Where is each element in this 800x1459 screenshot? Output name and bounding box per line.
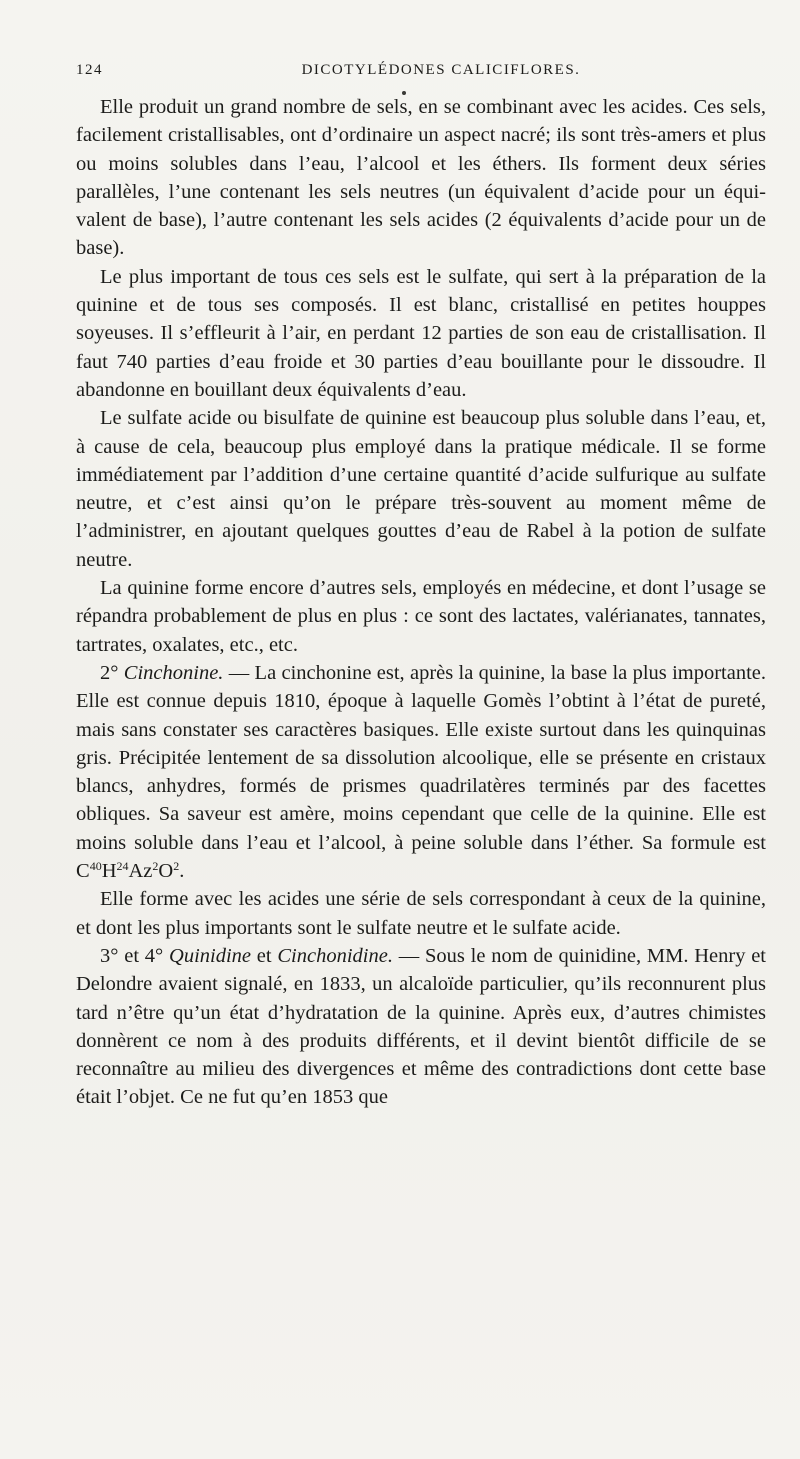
paragraph-cinchonine-salts: Elle forme avec les acides une série de sels correspondant à ceux de la quinine, et dont les plus importants sont le sulfate neutre et le sulfate acide.	[76, 888, 766, 939]
paragraph-cinchonine: 2° Cinchonine. — La cinchonine est, après la quinine, la base la plus importante. Elle est connue depuis 1810, époque à laquelle Gomès l’obtint à l’état de pureté, mais sans constater ses caractères basiques. Elle existe surtout dans les quinquinas gris. Précipitée lentement de sa dissolution alcoolique, elle se présente en cristaux blancs, anhydres, formés de prismes quadrilatères terminés par des facettes obliques. Sa saveur est amère, moins cependant que celle de la quinine. Elle est moins soluble dans l’eau et l’alcool, à peine soluble dans l’éther. Sa formule est $C^{40}H^{24}Az^2O^2$.	[76, 661, 766, 883]
paragraph-quinidine: 3° et 4° Quinidine et Cinchonidine. — Sous le nom de quinidine, MM. Henry et Delondre avaient signalé, en 1833, un alcaloïde particulier, qu’ils reconnurent plus tard n’être qu’un état d’hydratation de la quinine. Après eux, d’autres chimistes donnèrent ce nom à des produits différents, et il devint bientôt difficile de se reconnaître au milieu des divergences et même des contradictions dont cette base était l’objet. Ce ne fut qu’en 1853 que	[76, 944, 767, 1109]
chemical-formula: $C^{40}H^{24}Az^2O^2$.	[76, 859, 185, 883]
paragraph-sulfate: Le plus important de tous ces sels est le sulfate, qui sert à la préparation de la quinine et de tous ses composés. Il est blanc, cristallisé en petites houppes soyeuses. Il s’effleurit à l’air, en perdant 12 parties de son eau de cristallisation. Il faut 740 parties d’eau froide et 30 parties d’eau bouillante pour le dissoudre. Il abandonne en bouillant deux équivalents d’eau.	[76, 265, 766, 401]
body-text	[76, 93, 766, 1112]
section-term-2: Cinchonidine.	[277, 944, 393, 967]
paragraph-bisulfate: Le sulfate acide ou bisulfate de quinine est beaucoup plus soluble dans l’eau, et, à cause de cela, beaucoup plus employé dans la pratique médicale. Il se forme immédiatement par l’addition d’une certaine quantité d’acide sulfurique au sulfate neutre, et c’est ainsi qu’on le prépare très-souvent au moment même de l’administrer, en ajoutant quelques gouttes d’eau de Rabel à la potion de sulfate neutre.	[76, 407, 766, 571]
page-number: 124	[76, 62, 103, 78]
section-term: Quinidine	[169, 944, 252, 967]
running-head	[76, 62, 766, 84]
paragraph-salts: Elle produit un grand nombre de sels, en se combinant avec les acides. Ces sels, facilement cristallisables, ont d’ordinaire un aspect nacré; ils sont très-amers et plus ou moins solubles dans l’eau, l’alcool et les éthers. Ils forment deux séries parallèles, l’une contenant les sels neutres (un équivalent d’acide pour un équivalent de base), l’autre contenant les sels acides (2 équivalents d’acide pour un de base).	[76, 96, 766, 260]
running-title: DICOTYLÉDONES CALICIFLORES.	[301, 62, 581, 78]
paragraph-other-salts: La quinine forme encore d’autres sels, employés en médecine, et dont l’usage se répandra probablement de plus en plus : ce sont des lactates, valérianates, tannates, tartrates, oxalates, etc., etc.	[76, 577, 766, 656]
section-number: 2°	[100, 661, 119, 684]
section-number: 3° et 4°	[100, 944, 164, 967]
section-term: Cinchonine.	[123, 661, 224, 684]
